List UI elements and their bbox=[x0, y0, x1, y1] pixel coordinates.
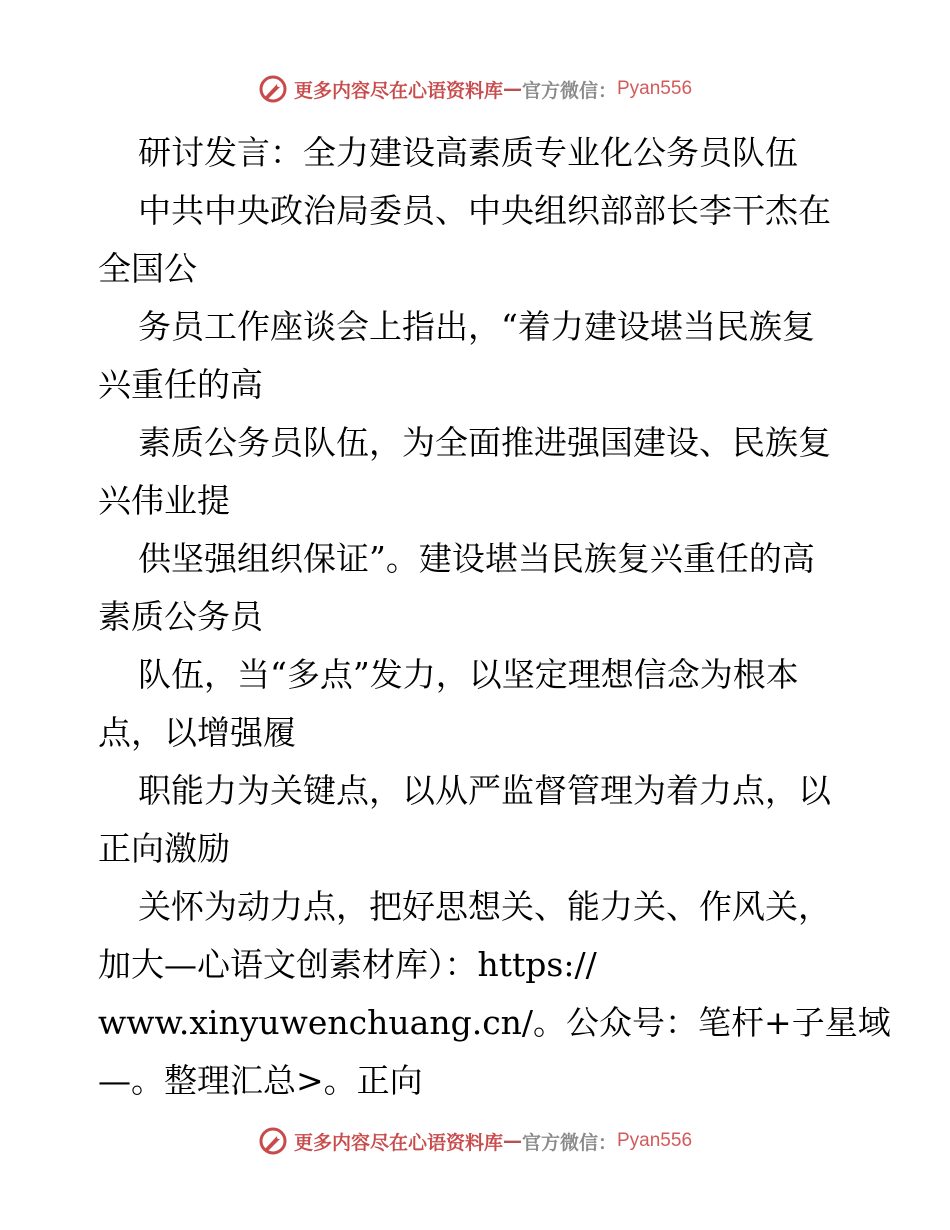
paragraph-line: 兴重任的高 bbox=[98, 365, 263, 404]
paragraph-line: 点，以增强履 bbox=[98, 713, 296, 752]
watermark-header bbox=[0, 72, 950, 106]
paragraph-line: 中共中央政治局委员、中央组织部部长李干杰在 bbox=[138, 191, 831, 230]
watermark-wechat-label: 官方微信： bbox=[521, 79, 617, 102]
watermark-wechat-id: Pyan556 bbox=[617, 78, 693, 99]
paragraph-line: 职能力为关键点，以从严监督管理为着力点，以 bbox=[138, 771, 831, 810]
paragraph-line: 素质公务员 bbox=[98, 597, 263, 636]
document-body bbox=[98, 124, 891, 1110]
paragraph-line: www.xinyuwenchuang.cn/。公众号：笔杆+子星域 bbox=[98, 1003, 891, 1042]
paragraph-line: 关怀为动力点，把好思想关、能力关、作风关， bbox=[138, 887, 831, 926]
paragraph-line: —。整理汇总>。正向 bbox=[98, 1061, 423, 1100]
watermark-site-text: 更多内容尽在心语资料库 bbox=[293, 79, 503, 102]
watermark-site-text: 更多内容尽在心语资料库 bbox=[293, 1131, 503, 1154]
watermark-wechat-id: Pyan556 bbox=[617, 1130, 693, 1151]
paragraph-line: 务员工作座谈会上指出，“着力建设堪当民族复 bbox=[138, 307, 815, 346]
pen-nib-circle-icon bbox=[258, 1126, 288, 1156]
watermark-dash: — bbox=[502, 1130, 522, 1152]
document-title: 研讨发言：全力建设高素质专业化公务员队伍 bbox=[138, 133, 798, 172]
paragraph-line: 全国公 bbox=[98, 249, 197, 288]
paragraph-line: 正向激励 bbox=[98, 829, 230, 868]
paragraph-line: 加大—心语文创素材库）：https:// bbox=[98, 945, 597, 984]
paragraph-line: 队伍，当“多点”发力，以坚定理想信念为根本 bbox=[138, 655, 799, 694]
paragraph-line: 素质公务员队伍，为全面推进强国建设、民族复 bbox=[138, 423, 831, 462]
watermark-wechat-label: 官方微信： bbox=[521, 1131, 617, 1154]
paragraph-line: 供坚强组织保证”。建设堪当民族复兴重任的高 bbox=[138, 539, 815, 578]
watermark-dash: — bbox=[502, 78, 522, 100]
pen-nib-circle-icon bbox=[258, 74, 288, 104]
watermark-footer bbox=[0, 1124, 950, 1158]
paragraph-line: 兴伟业提 bbox=[98, 481, 230, 520]
